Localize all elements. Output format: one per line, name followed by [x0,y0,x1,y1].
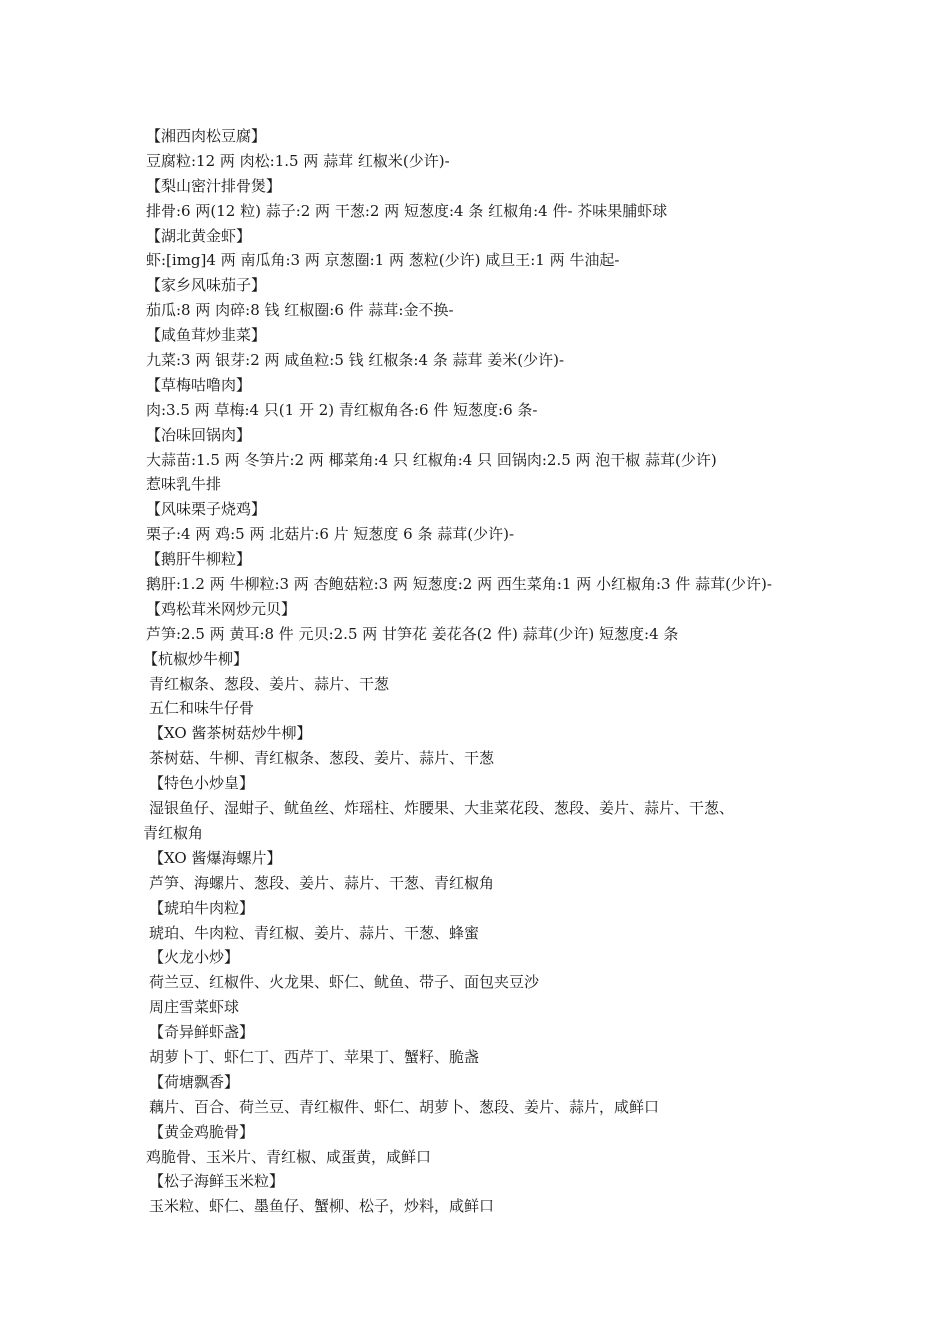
dish-name-plain: 周庄雪菜虾球 [149,998,240,1017]
ingredient-line: 芦笋:2.5 两 黄耳:8 件 元贝:2.5 两 甘笋花 姜花各(2 件) 蒜茸(少许) 短葱度:4 条 [146,624,679,643]
ingredient-line: 琥珀、牛肉粒、青红椒、姜片、蒜片、干葱、蜂蜜 [149,923,480,942]
dish-title: 【XO 酱茶树菇炒牛柳】 [149,724,312,743]
ingredient-line: 排骨:6 两(12 粒) 蒜子:2 两 干葱:2 两 短葱度:4 条 红椒角:4 件- 芥味果脯虾球 [146,201,668,220]
dish-title: 【特色小炒皇】 [149,774,255,793]
dish-title: 【家乡风味茄子】 [146,276,267,295]
dish-title: 【梨山密汁排骨煲】 [146,176,282,195]
ingredient-line: 大蒜苗:1.5 两 冬笋片:2 两 椰菜角:4 只 红椒角:4 只 回锅肉:2.5 两 泡干椒 蒜茸(少许) [146,450,717,469]
dish-title: 【湖北黄金虾】 [146,226,252,245]
ingredient-line: 虾:[img]4 两 南瓜角:3 两 京葱圈:1 两 葱粒(少许) 咸旦王:1 两 牛油起- [146,251,620,270]
dish-title: 【松子海鲜玉米粒】 [149,1172,285,1191]
ingredient-line: 芦笋、海螺片、葱段、姜片、蒜片、干葱、青红椒角 [149,873,495,892]
ingredient-line: 鸡脆骨、玉米片、青红椒、咸蛋黄，咸鲜口 [146,1147,432,1166]
ingredient-line: 九菜:3 两 银芽:2 两 咸鱼粒:5 钱 红椒条:4 条 蒜茸 姜米(少许)- [146,351,565,370]
ingredient-line: 肉:3.5 两 草梅:4 只(1 开 2) 青红椒角各:6 件 短葱度:6 条- [146,400,538,419]
ingredient-line: 藕片、百合、荷兰豆、青红椒件、虾仁、胡萝卜、葱段、姜片、蒜片，咸鲜口 [149,1097,660,1116]
dish-title: 【荷塘飘香】 [149,1072,240,1091]
dish-title: 【鹅肝牛柳粒】 [146,550,252,569]
dish-title: 【冶味回锅肉】 [146,425,252,444]
dish-title: 【琥珀牛肉粒】 [149,898,255,917]
dish-title: 【湘西肉松豆腐】 [146,127,267,145]
dish-title: 【咸鱼茸炒韭菜】 [146,326,267,345]
dish-name-plain: 五仁和味牛仔骨 [149,699,255,718]
dish-title: 【杭椒炒牛柳】 [143,649,249,668]
dish-title: 【火龙小炒】 [149,948,240,967]
ingredient-line: 豆腐粒:12 两 肉松:1.5 两 蒜茸 红椒米(少许)- [146,151,450,170]
ingredient-line-continued: 青红椒角 [143,823,204,842]
ingredient-line: 鹅肝:1.2 两 牛柳粒:3 两 杏鲍菇粒:3 两 短葱度:2 两 西生菜角:1 两 小红椒角:3 件 蒜茸(少许)- [146,575,772,594]
ingredient-line: 茶树菇、牛柳、青红椒条、葱段、姜片、蒜片、干葱 [149,749,495,768]
dish-title: 【奇异鲜虾盏】 [149,1023,255,1042]
ingredient-line: 玉米粒、虾仁、墨鱼仔、蟹柳、松子，炒料，咸鲜口 [149,1197,495,1216]
document-page [143,124,826,1219]
ingredient-line: 胡萝卜丁、虾仁丁、西芹丁、苹果丁、蟹籽、脆盏 [149,1047,480,1066]
dish-name-plain: 惹味乳牛排 [146,475,222,494]
ingredient-line: 湿银鱼仔、湿蚶子、鱿鱼丝、炸瑶柱、炸腰果、大韭菜花段、葱段、姜片、蒜片、干葱、 [149,799,735,818]
dish-title: 【黄金鸡脆骨】 [149,1122,255,1141]
dish-title: 【鸡松茸米网炒元贝】 [146,599,297,618]
ingredient-line: 茄瓜:8 两 肉碎:8 钱 红椒圈:6 件 蒜茸:金不换- [146,301,454,320]
ingredient-line: 青红椒条、葱段、姜片、蒜片、干葱 [149,674,390,693]
dish-title: 【风味栗子烧鸡】 [146,500,267,519]
ingredient-line: 栗子:4 两 鸡:5 两 北菇片:6 片 短葱度 6 条 蒜茸(少许)- [146,525,515,544]
dish-title: 【草梅咕噜肉】 [146,375,252,394]
ingredient-line: 荷兰豆、红椒件、火龙果、虾仁、鱿鱼、带子、面包夹豆沙 [149,973,540,992]
dish-title: 【XO 酱爆海螺片】 [149,848,282,867]
